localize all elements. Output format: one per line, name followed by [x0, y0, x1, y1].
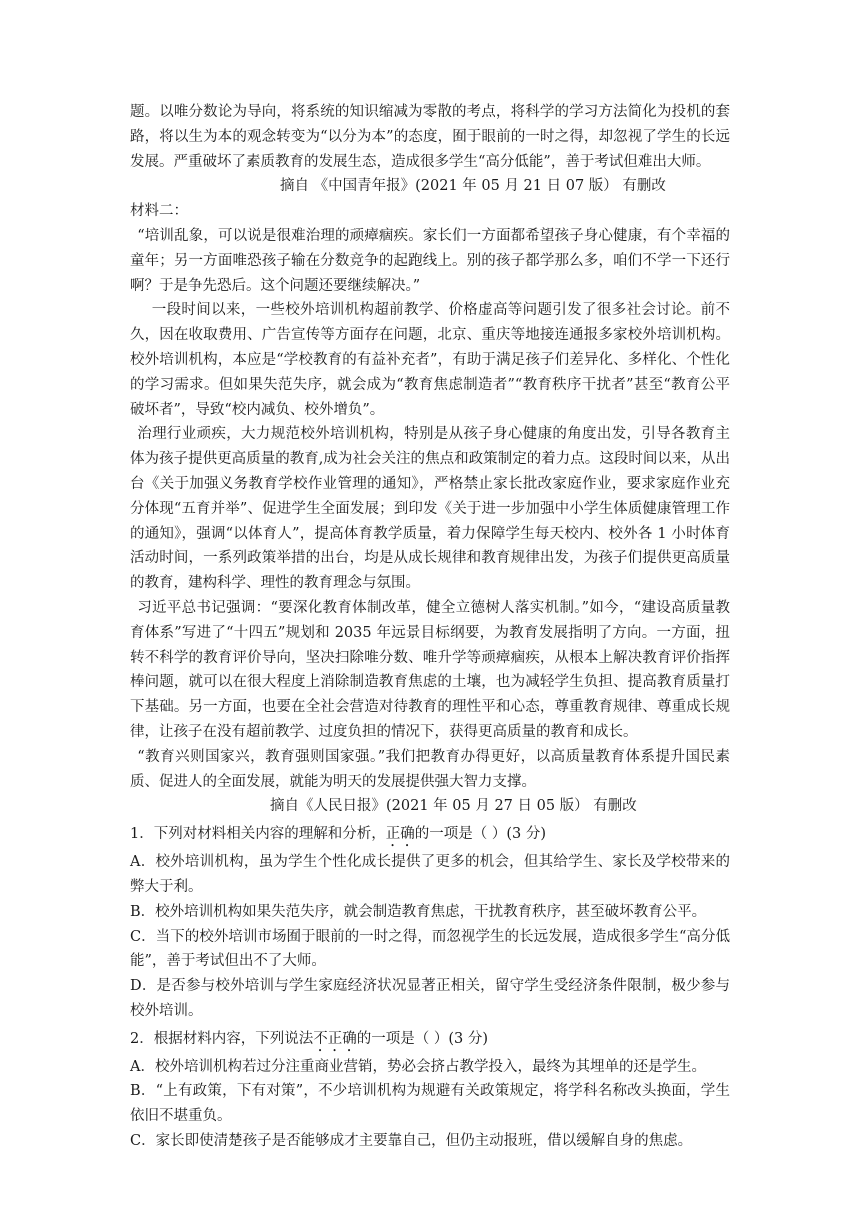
- question-1-option-b: B．校外培训机构如果失范失序，就会制造教育焦虑，干扰教育秩序，甚至破坏教育公平。: [130, 903, 707, 920]
- material2-paragraph-5: “教育兴则国家兴，教育强则国家强。”我们把教育办得更好，以高质量教育体系提升国民素质、促进人的全面发展，就能为明天的发展提供强大智力支撑。: [130, 748, 730, 790]
- question-1-option-d: D．是否参与校外培训与学生家庭经济状况显著正相关，留守学生受经济条件限制，极少参与校外培训。: [130, 978, 730, 1019]
- question-1-emphasis: 正确: [385, 826, 415, 843]
- question-2-stem-post: 的一项是（ ）(3 分): [356, 1030, 488, 1047]
- material2-paragraph-2: 一段时间以来，一些校外培训机构超前教学、价格虚高等问题引发了很多社会讨论。前不久，因在收取费用、广告宣传等方面存在问题，北京、重庆等地接连通报多家校外培训机构。校外培训机构，本应是“学校教育的有益补充者”，有助于满足孩子们差异化、多样化、个性化的学习需求。但如果失范失序，就会成为“教育焦虑制造者”“教育秩序干扰者”甚至“教育公平破坏者”，导致“校内减负、校外增负”。: [130, 302, 730, 418]
- material2-paragraph-1: “培训乱象，可以说是很难治理的顽瘴痼疾。家长们一方面都希望孩子身心健康，有个幸福的童年；另一方面唯恐孩子输在分数竞争的起跑线上。别的孩子都学那么多，咱们不学一下还行啊？于是争先恐后。这个问题还要继续解决。”: [130, 227, 730, 294]
- material2-paragraph-4: 习近平总书记强调：“要深化教育体制改革，健全立德树人落实机制。”如今，“建设高质量教育体系”写进了“十四五”规划和 2035 年远景目标纲要，为教育发展指明了方向。一方面，扭转不科学的教育评价导向，坚决扫除唯分数、唯升学等顽瘴痼疾，从根本上解决教育评价指挥棒问题，就可以在很大程度上消除制造教育焦虑的土壤，也为减轻学生负担、提高教育质量打下基础。另一方面，也要在全社会营造对待教育的理性平和心态，尊重教育规律、尊重成长规律，让孩子在没有超前教学、过度负担的情况下，获得更高质量的教育和成长。: [130, 599, 730, 740]
- question-2-option-b: B．“上有政策，下有对策”，不少培训机构为规避有关政策规定，将学科名称改头换面，学生依旧不堪重负。: [130, 1083, 730, 1125]
- material2-source: 摘自《人民日报》(2021 年 05 月 27 日 05 版） 有删改: [270, 798, 637, 815]
- question-1-stem-pre: 1．下列对材料相关内容的理解和分析，: [130, 826, 386, 843]
- exam-page: [130, 100, 730, 1154]
- question-1-option-a: A．校外培训机构，虽为学生个性化成长提供了更多的机会，但其给学生、家长及学校带来的弊大于利。: [130, 854, 730, 895]
- question-2-option-c: C．家长即使清楚孩子是否能够成才主要靠自己，但仍主动报班，借以缓解自身的焦虑。: [130, 1133, 693, 1150]
- question-2-stem-pre: 2．根据材料内容，下列说法: [130, 1030, 314, 1047]
- material2-paragraph-3: 治理行业顽疾，大力规范校外培训机构，特别是从孩子身心健康的角度出发，引导各教育主体为孩子提供更高质量的教育,成为社会关注的焦点和政策制定的着力点。这段时间以来，从出台《关于加强义务教育学校作业管理的通知》，严格禁止家长批改家庭作业，要求家庭作业充分体现“五育并举”、促进学生全面发展；到印发《关于进一步加强中小学生体质健康管理工作的通知》，强调“以体育人”，提高体育教学质量，着力保障学生每天校内、校外各 1 小时体育活动时间，一系列政策举措的出台，均是从成长规律和教育规律出发，为孩子们提供更高质量的教育，建构科学、理性的教育理念与氛围。: [130, 426, 730, 592]
- question-2-stem: [130, 1027, 730, 1055]
- material1-tail: 题。以唯分数论为导向，将系统的知识缩减为零散的考点，将科学的学习方法简化为投机的套路，将以生为本的观念转变为“以分为本”的态度，囿于眼前的一时之得，却忽视了学生的长远发展。严重破坏了素质教育的发展生态，造成很多学生“高分低能”，善于考试但难出大师。: [130, 104, 730, 170]
- question-1-stem: [130, 822, 730, 850]
- question-2-emphasis: 不正确: [313, 1030, 357, 1047]
- material1-source: 摘自 《中国青年报》(2021 年 05 月 21 日 07 版） 有删改: [280, 178, 666, 195]
- question-1-stem-post: 的一项是（ ）(3 分): [414, 826, 546, 843]
- material2-heading: 材料二：: [130, 203, 188, 220]
- question-2-option-a: A．校外培训机构若过分注重商业营销，势必会挤占教学投入，最终为其埋单的还是学生。: [130, 1058, 706, 1075]
- question-1-option-c: C．当下的校外培训市场囿于眼前的一时之得，而忽视学生的长远发展，造成很多学生“高分低能”，善于考试但出不了大师。: [130, 928, 730, 970]
